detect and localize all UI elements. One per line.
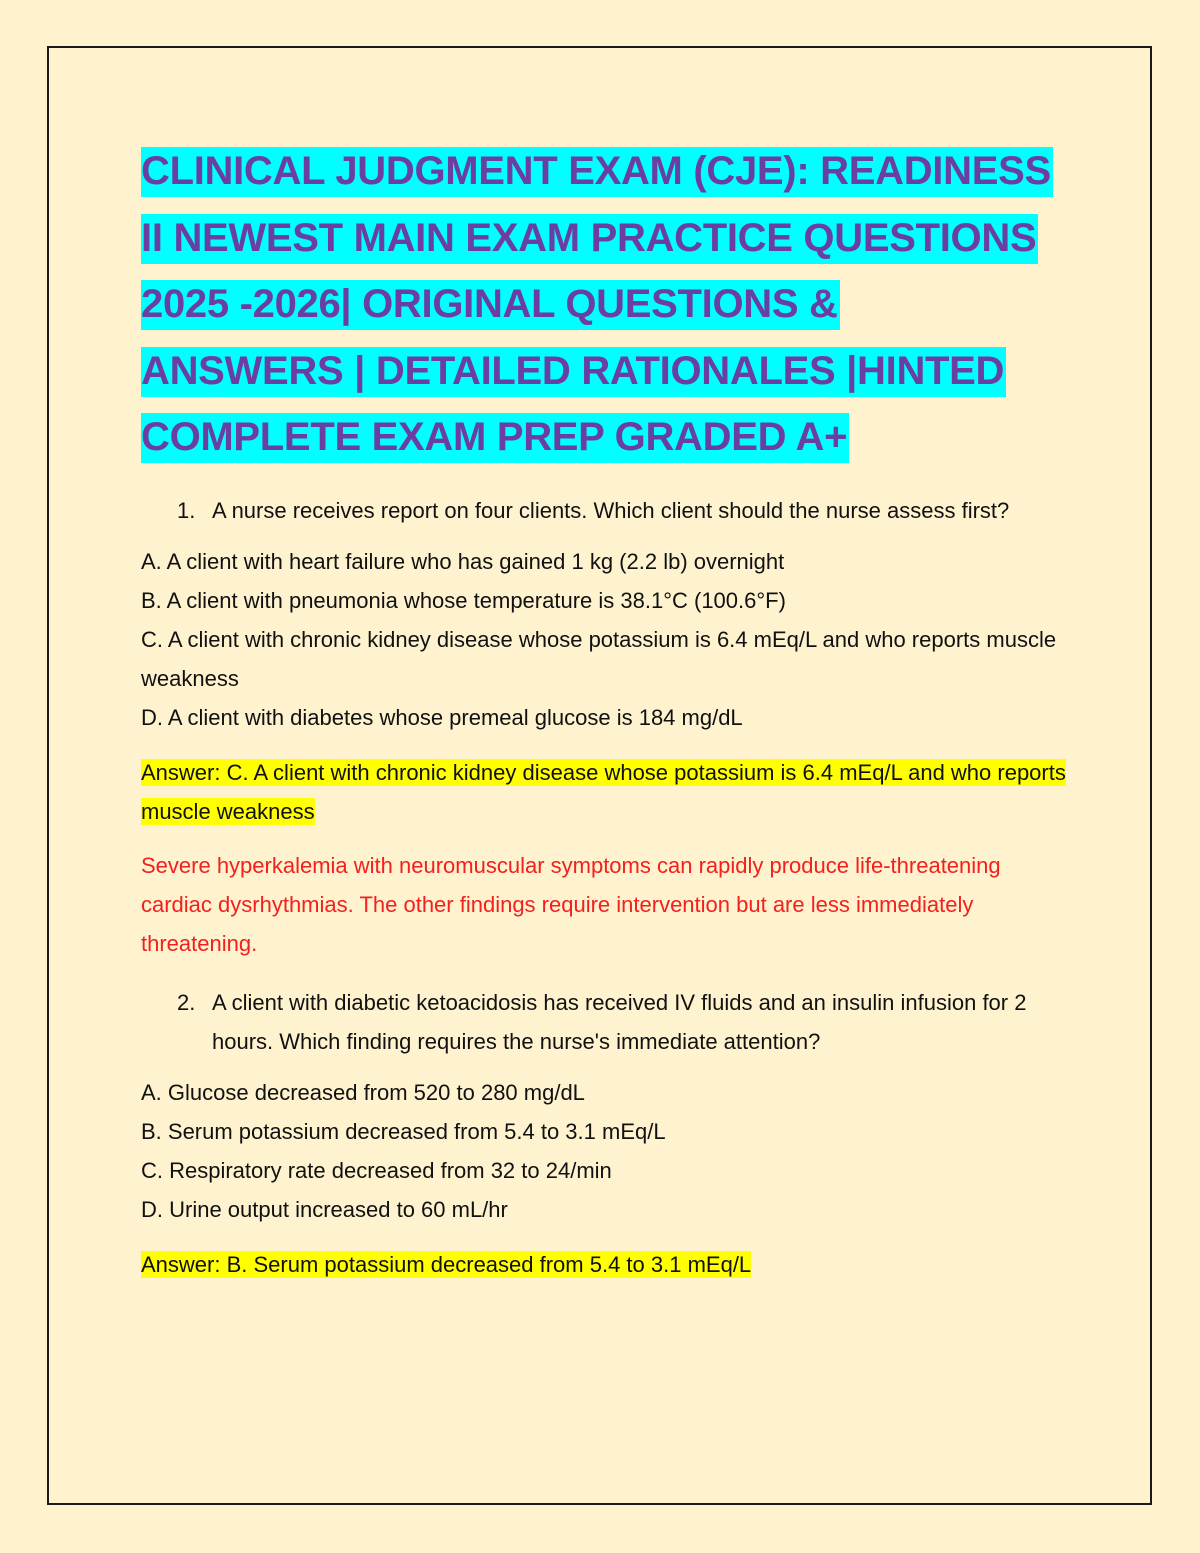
question-number: 1. xyxy=(177,497,196,523)
option-d: D. A client with diabetes whose premeal glucose is 184 mg/dL xyxy=(141,704,743,730)
question-number: 2. xyxy=(177,989,196,1015)
option-b: B. A client with pneumonia whose temperature is 38.1°C (100.6°F) xyxy=(141,587,786,613)
question-text: A client with diabetic ketoacidosis has received IV fluids and an insulin infusion for 2 hours. Which finding requires the nurse's immediate attention? xyxy=(212,989,1027,1054)
correct-answer xyxy=(141,753,1071,831)
rationale: Severe hyperkalemia with neuromuscular symptoms can rapidly produce life-threatening cardiac dysrhythmias. The other findings require intervention but are less immediately threatening. xyxy=(141,852,1001,956)
option-a: A. A client with heart failure who has gained 1 kg (2.2 lb) overnight xyxy=(141,548,785,574)
question-text: A nurse receives report on four clients. Which client should the nurse assess first? xyxy=(212,497,1010,523)
title-line: 2025 -2026| ORIGINAL QUESTIONS & xyxy=(141,280,840,330)
question-2 xyxy=(141,983,1071,1284)
document-body xyxy=(141,138,1071,1284)
option-c: C. Respiratory rate decreased from 32 to 24/min xyxy=(141,1157,612,1183)
answer-highlight: Answer: C. A client with chronic kidney disease whose potassium is 6.4 mEq/L and who reports muscle weakness xyxy=(141,759,1066,824)
question-stem xyxy=(141,983,1071,1061)
question-1 xyxy=(141,491,1071,963)
question-stem xyxy=(141,491,1071,530)
option-c: C. A client with chronic kidney disease whose potassium is 6.4 mEq/L and who reports muscle weakness xyxy=(141,626,1057,691)
title-line: CLINICAL JUDGMENT EXAM (CJE): READINESS xyxy=(141,147,1053,197)
title-line: ANSWERS | DETAILED RATIONALES |HINTED xyxy=(141,347,1006,397)
correct-answer xyxy=(141,1245,1071,1284)
document-title xyxy=(141,138,1071,471)
answer-options xyxy=(141,1073,1071,1229)
option-b: B. Serum potassium decreased from 5.4 to 3.1 mEq/L xyxy=(141,1118,666,1144)
option-a: A. Glucose decreased from 520 to 280 mg/dL xyxy=(141,1079,585,1105)
answer-highlight: Answer: B. Serum potassium decreased from 5.4 to 3.1 mEq/L xyxy=(141,1251,752,1277)
option-d: D. Urine output increased to 60 mL/hr xyxy=(141,1196,508,1222)
title-line: II NEWEST MAIN EXAM PRACTICE QUESTIONS xyxy=(141,214,1038,264)
title-line: COMPLETE EXAM PREP GRADED A+ xyxy=(141,413,849,463)
answer-options xyxy=(141,542,1071,737)
